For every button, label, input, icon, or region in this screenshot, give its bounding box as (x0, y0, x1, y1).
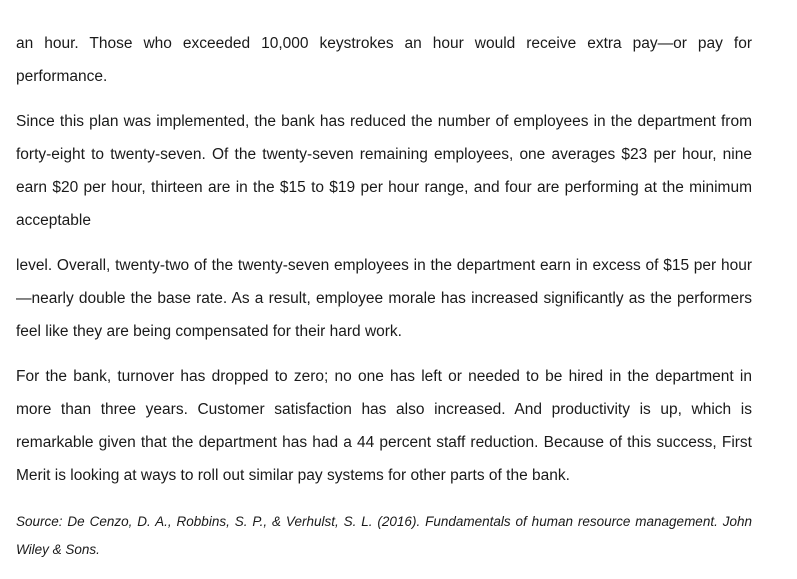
paragraph-pay-for-performance: an hour. Those who exceeded 10,000 keystrokes an hour would receive extra pay—or pay for performance. (16, 35, 752, 85)
source-citation: Source: De Cenzo, D. A., Robbins, S. P., & Verhulst, S. L. (2016). Fundamentals of human resource management. John Wiley & Sons. (16, 514, 752, 557)
paragraph-turnover-results: For the bank, turnover has dropped to zero; no one has left or needed to be hired in the department in more than three years. Customer satisfaction has also increased. And productivity is up, which is remarkable given that the department has had a 44 percent staff reduction. Because of this success, First Merit is looking at ways to roll out similar pay systems for other parts of the bank. (16, 368, 752, 484)
paragraph-employee-reduction: Since this plan was implemented, the bank has reduced the number of employees in the department from forty-eight to twenty-seven. Of the twenty-seven remaining employees, one averages $23 per hour, nine earn $20 per hour, thirteen are in the $15 to $19 per hour range, and four are performing at the minimum acceptable (16, 113, 752, 229)
document-page (16, 27, 752, 564)
paragraph-morale-increase: level. Overall, twenty-two of the twenty-seven employees in the department earn in excess of $15 per hour—nearly double the base rate. As a result, employee morale has increased significantly as the performers feel like they are being compensated for their hard work. (16, 257, 752, 340)
